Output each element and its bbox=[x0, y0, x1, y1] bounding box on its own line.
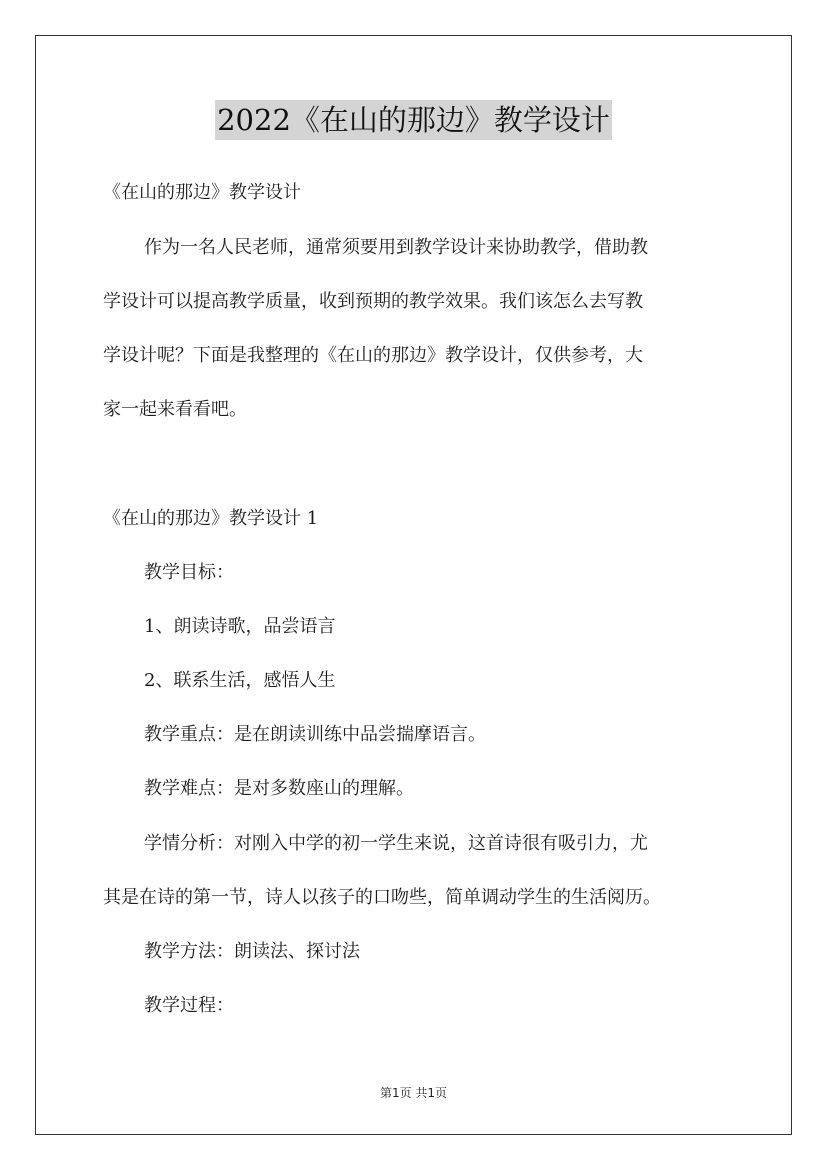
document-title: 2022《在山的那边》教学设计 bbox=[215, 100, 612, 140]
section-heading: 《在山的那边》教学设计 1 bbox=[103, 508, 319, 529]
document-title-wrap bbox=[0, 100, 827, 140]
paragraph-line: 学设计呢？下面是我整理的《在山的那边》教学设计，仅供参考，大 bbox=[103, 345, 643, 366]
section-heading: 《在山的那边》教学设计 bbox=[103, 182, 301, 203]
page-footer: 第1页 共1页 bbox=[379, 1086, 448, 1100]
list-item: 1、朗读诗歌，品尝语言 bbox=[144, 616, 336, 637]
paragraph-line: 家一起来看看吧。 bbox=[103, 399, 247, 420]
paragraph-line: 作为一名人民老师，通常须要用到教学设计来协助教学，借助教 bbox=[144, 237, 648, 258]
paragraph-line: 教学重点：是在朗读训练中品尝揣摩语言。 bbox=[144, 724, 486, 745]
paragraph-line: 教学难点：是对多数座山的理解。 bbox=[144, 778, 414, 799]
list-item: 2、联系生活，感悟人生 bbox=[144, 670, 336, 691]
paragraph-line: 教学目标： bbox=[144, 562, 234, 583]
paragraph-line: 学设计可以提高教学质量，收到预期的教学效果。我们该怎么去写教 bbox=[103, 291, 643, 312]
paragraph-line: 教学方法：朗读法、探讨法 bbox=[144, 941, 360, 962]
paragraph-line: 学情分析：对刚入中学的初一学生来说，这首诗很有吸引力，尤 bbox=[144, 833, 648, 854]
paragraph-line: 教学过程： bbox=[144, 995, 234, 1016]
paragraph-line: 其是在诗的第一节，诗人以孩子的口吻些，简单调动学生的生活阅历。 bbox=[103, 887, 661, 908]
